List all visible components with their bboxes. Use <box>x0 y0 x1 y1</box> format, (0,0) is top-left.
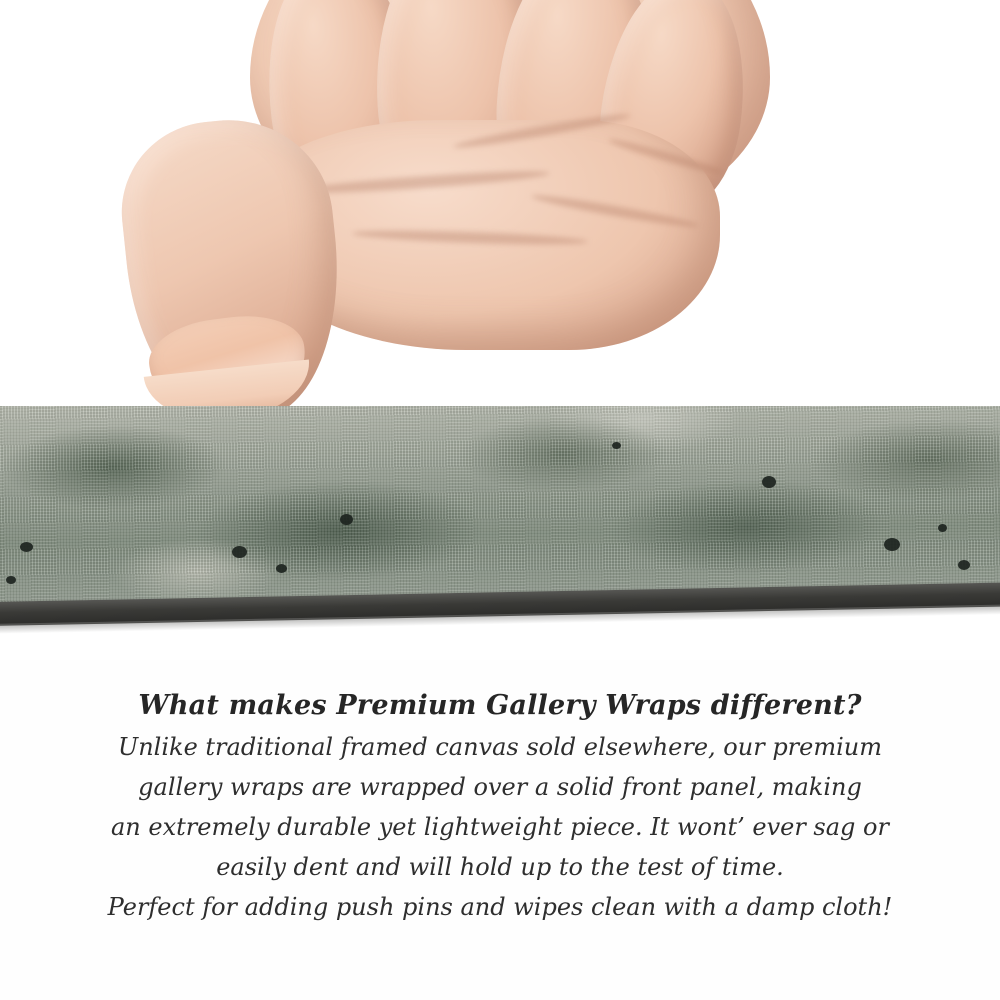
canvas-speck <box>958 560 970 570</box>
canvas-speck <box>6 576 16 584</box>
caption-line: easily dent and will hold up to the test of time. <box>216 853 784 882</box>
hand-icon <box>0 0 1000 430</box>
caption-line: gallery wraps are wrapped over a solid front panel, making <box>138 773 862 802</box>
canvas-speck <box>20 542 33 552</box>
canvas-speck <box>232 546 247 558</box>
canvas-speck <box>884 538 900 551</box>
caption-body <box>0 731 1000 925</box>
canvas-speck <box>762 476 776 488</box>
caption-line: Perfect for adding push pins and wipes clean with a damp cloth! <box>107 893 893 922</box>
caption-line: Unlike traditional framed canvas sold elsewhere, our premium <box>117 733 882 761</box>
canvas-speck <box>340 514 353 525</box>
caption-heading: What makes Premium Gallery Wraps different? <box>138 690 862 721</box>
caption-block <box>0 690 1000 932</box>
canvas-speck <box>612 442 621 449</box>
canvas-edge-icon <box>0 406 1000 638</box>
canvas-speck <box>938 524 947 532</box>
caption-line: an extremely durable yet lightweight piece. It wont’ ever sag or <box>111 813 889 842</box>
canvas-speck <box>276 564 287 573</box>
